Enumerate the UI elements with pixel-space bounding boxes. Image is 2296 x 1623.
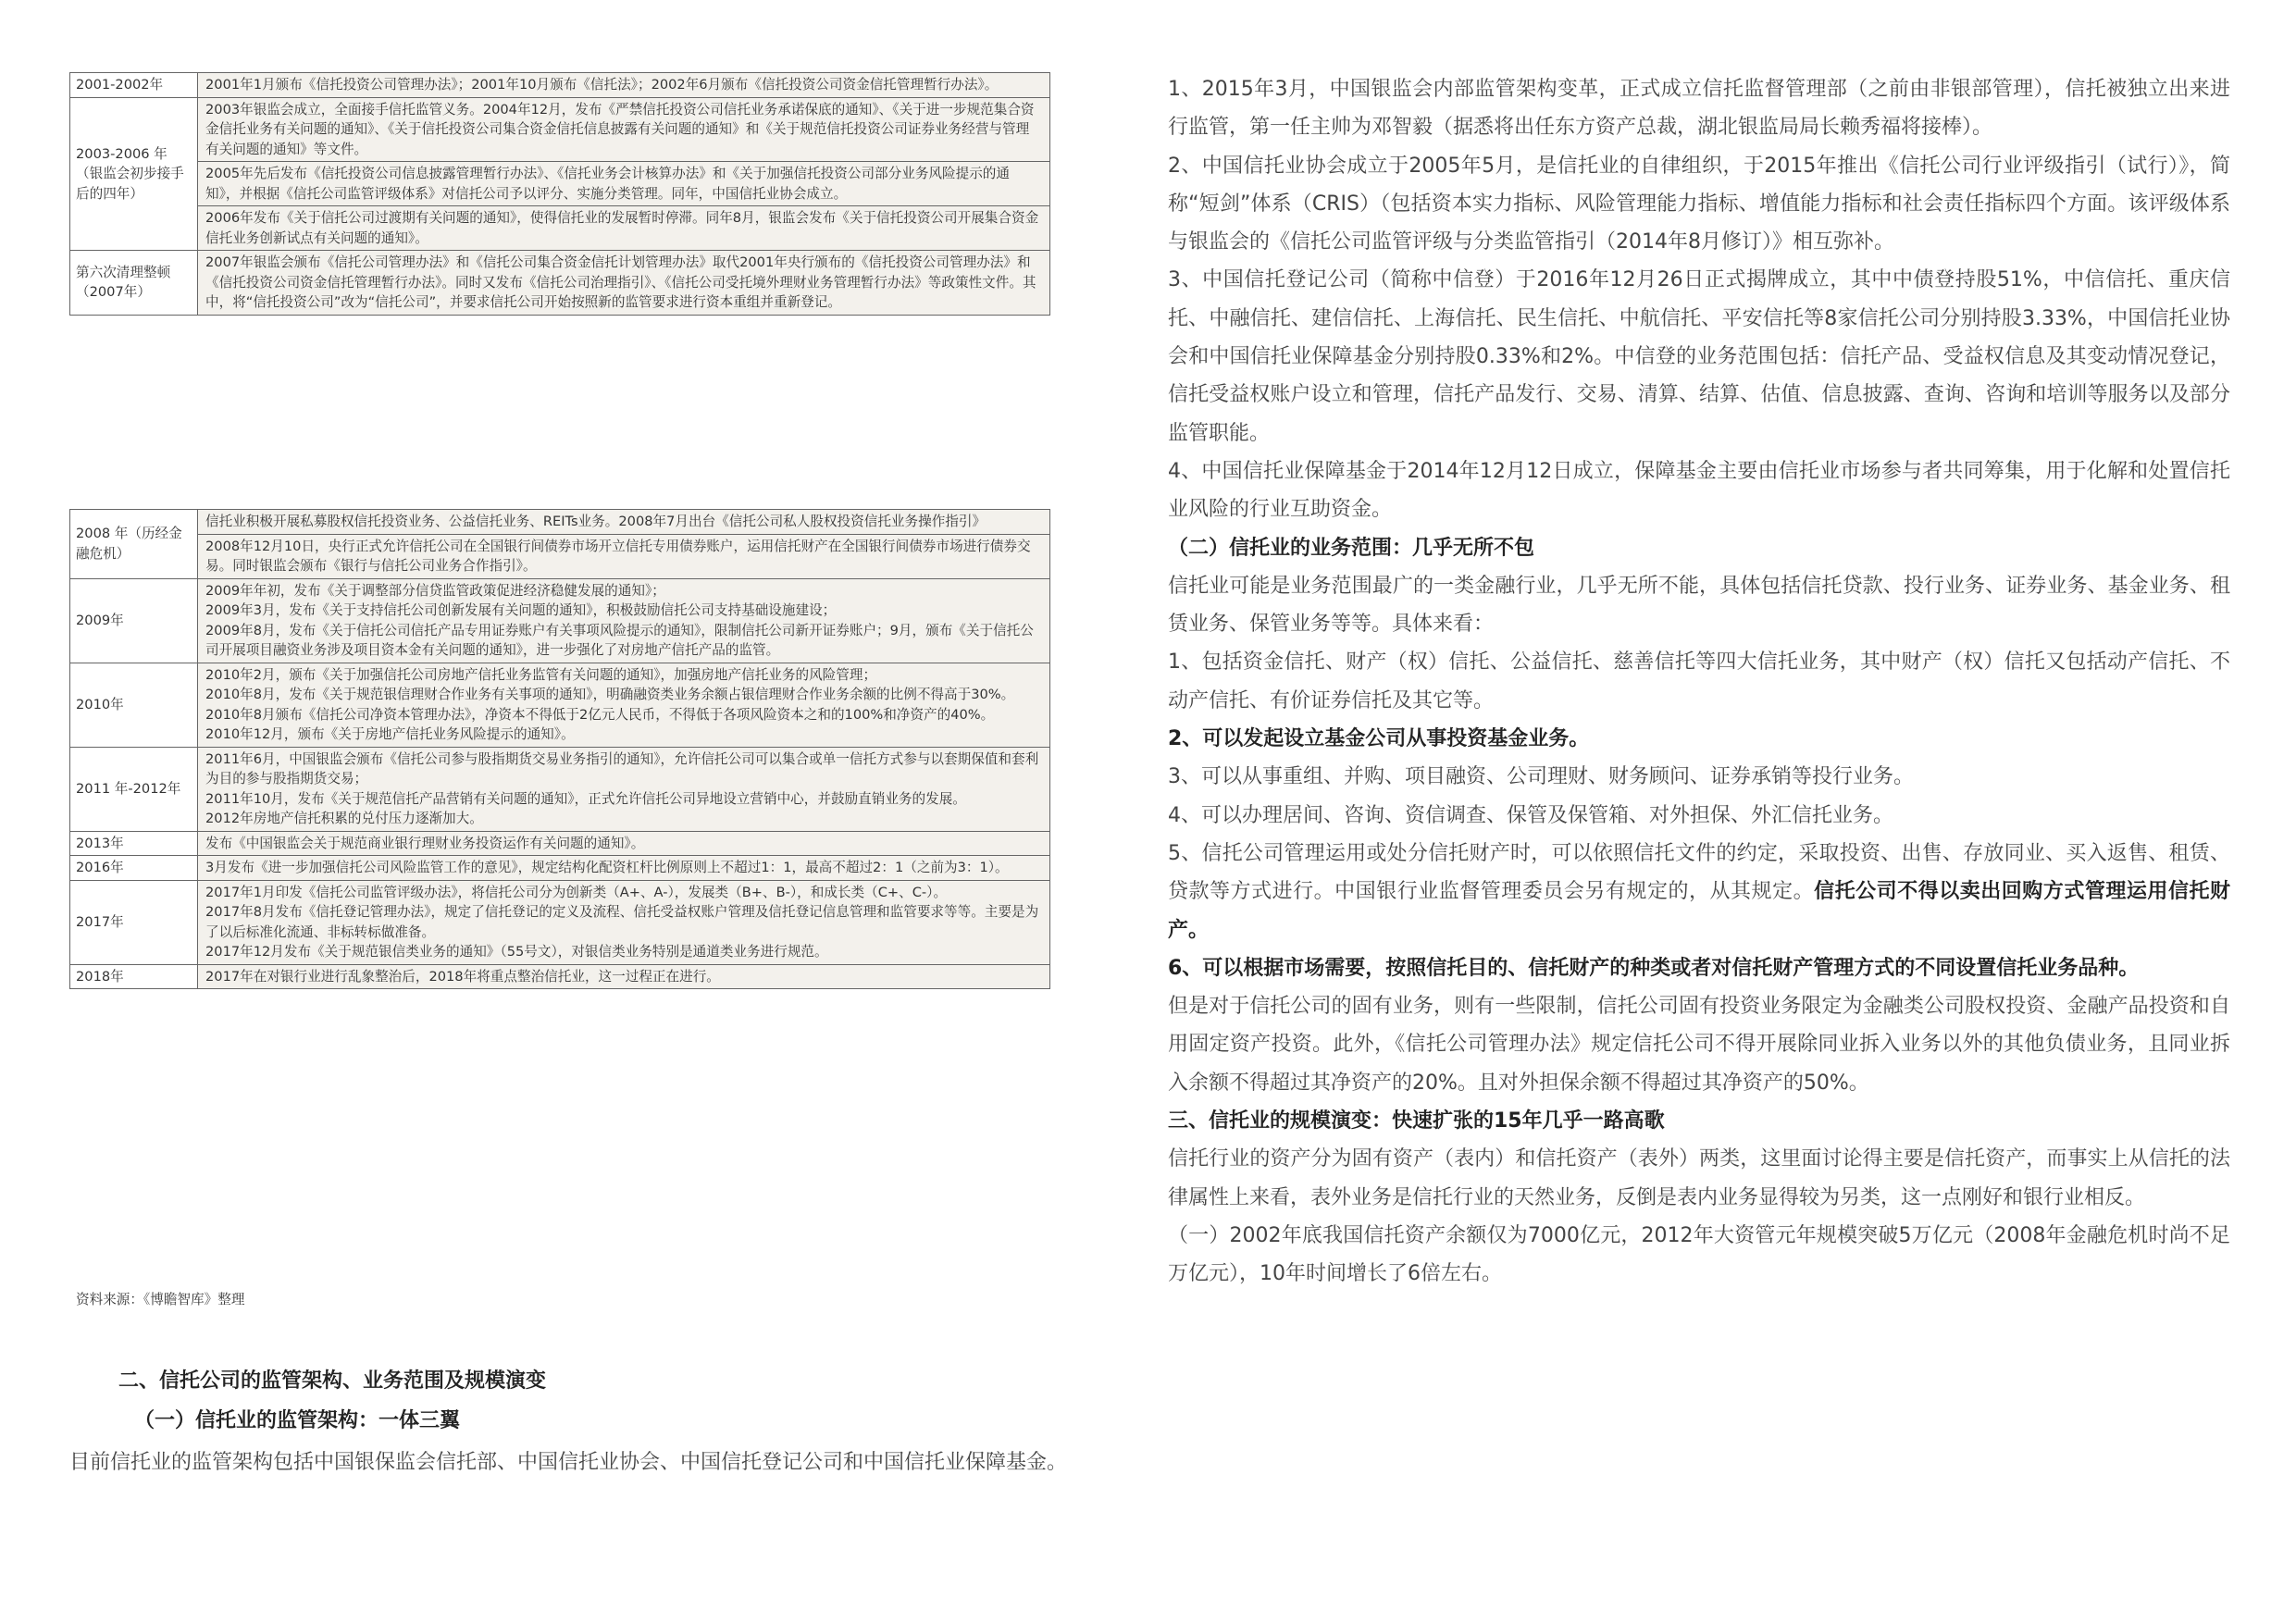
paragraph: 2、中国信托业协会成立于2005年5月，是信托业的自律组织，于2015年推出《信托公司行业评级指引（试行）》，简称“短剑”体系（CRIS）（包括资本实力指标、风险管理能力指标、增值能力指标和社会责任指标四个方面。该评级体系与银监会的《信托公司监管评级与分类监管指引（2014年8月修订）》相互弥补。 — [1168, 154, 2230, 254]
paragraph: 3、可以从事重组、并购、项目融资、公司理财、财务顾问、证券承销等投行业务。 — [1168, 765, 1914, 789]
table-row — [70, 251, 1050, 316]
table-row — [70, 206, 1050, 251]
period-cell: 2017年 — [70, 880, 198, 964]
table-row — [70, 510, 1050, 535]
paragraph: （一）2002年底我国信托资产余额仅为7000亿元，2012年大资管元年规模突破5万亿元（2008年金融危机时尚不足万亿元），10年时间增长了6倍左右。 — [1168, 1223, 2230, 1286]
table-row — [70, 162, 1050, 206]
event-cell: 2017年1月印发《信托公司监管评级办法》，将信托公司分为创新类（A+、A-），发展类（B+、B-），和成长类（C+、C-）。 2017年8月发布《信托登记管理办法》，规定了信托登记的定义及流程、信托受益权账户管理及信托登记信息管理和监管要求等等。主要是为了以后标准化流通、非标转标做准备。 2017年12月发布《关于规范银信类业务的通知》（55号文），对银信类业务特别是通道类业务进行规范。 — [198, 880, 1050, 964]
intro-paragraph: 目前信托业的监管架构包括中国银保监会信托部、中国信托业协会、中国信托登记公司和中国信托业保障基金。 — [69, 1451, 1068, 1474]
table-row — [70, 856, 1050, 881]
paragraph: 3、中国信托登记公司（简称中信登）于2016年12月26日正式揭牌成立，其中中债登持股51%，中信信托、重庆信托、中融信托、建信信托、上海信托、民生信托、中航信托、平安信托等8家信托公司分别持股3.33%，中国信托业协会和中国信托业保障基金分别持股0.33%和2%。中信登的业务范围包括：信托产品、受益权信息及其变动情况登记，信托受益权账户设立和管理，信托产品发行、交易、清算、结算、估值、信息披露、查询、咨询和培训等服务以及部分监管职能。 — [1168, 268, 2230, 445]
section-heading: 三、信托业的规模演变：快速扩张的15年几乎一路高歌 — [1168, 1109, 1665, 1134]
period-cell: 第六次清理整顿（2007年） — [70, 251, 198, 316]
paragraph: 1、包括资金信托、财产（权）信托、公益信托、慈善信托等四大信托业务，其中财产（权）信托又包括动产信托、不动产信托、有价证券信托及其它等。 — [1168, 650, 2230, 712]
period-cell: 2018年 — [70, 964, 198, 989]
event-cell: 2011年6月，中国银监会颁布《信托公司参与股指期货交易业务指引的通知》，允许信托公司可以集合或单一信托方式参与以套期保值和套利为目的参与股指期货交易； 2011年10月，发布《关于规范信托产品营销有关问题的通知》，正式允许信托公司异地设立营销中心，并鼓励直销业务的发展。 2012年房地产信托积累的兑付压力逐渐加大。 — [198, 747, 1050, 831]
paragraph: 信托业可能是业务范围最广的一类金融行业，几乎无所不能，具体包括信托贷款、投行业务、证券业务、基金业务、租赁业务、保管业务等等。具体来看： — [1168, 574, 2230, 637]
paragraph: 1、2015年3月，中国银监会内部监管架构变革，正式成立信托监督管理部（之前由非银部管理），信托被独立出来进行监管，第一任主帅为邓智毅（据悉将出任东方资产总裁，湖北银监局局长赖秀福将接棒）。 — [1168, 78, 2230, 140]
source-note: 资料来源：《博瞻智库》整理 — [76, 1292, 245, 1307]
event-cell: 3月发布《进一步加强信托公司风险监管工作的意见》，规定结构化配资杠杆比例原则上不超过1：1，最高不超过2：1（之前为3：1）。 — [198, 856, 1050, 881]
regulation-history-table-2 — [69, 509, 1050, 989]
paragraph: 但是对于信托公司的固有业务，则有一些限制，信托公司固有投资业务限定为金融类公司股权投资、金融产品投资和自用固定资产投资。此外，《信托公司管理办法》规定信托公司不得开展除同业拆入业务以外的其他负债业务，且同业拆入余额不得超过其净资产的20%。且对外担保余额不得超过其净资产的50%。 — [1168, 995, 2230, 1095]
paragraph: 信托行业的资产分为固有资产（表内）和信托资产（表外）两类，这里面讨论得主要是信托资产，而事实上从信托的法律属性上来看，表外业务是信托行业的天然业务，反倒是表内业务显得较为另类，这一点刚好和银行业相反。 — [1168, 1147, 2230, 1209]
section-heading: 二、信托公司的监管架构、业务范围及规模演变 — [118, 1369, 547, 1393]
paragraph: 6、可以根据市场需要，按照信托目的、信托财产的种类或者对信托财产管理方式的不同设置信托业务品种。 — [1168, 956, 2140, 980]
period-cell: 2011 年-2012年 — [70, 747, 198, 831]
event-cell: 2017年在对银行业进行乱象整治后，2018年将重点整治信托业，这一过程正在进行。 — [198, 964, 1050, 989]
period-cell: 2003-2006 年（银监会初步接手后的四年） — [70, 97, 198, 251]
event-cell: 2003年银监会成立，全面接手信托监管义务。2004年12月，发布《严禁信托投资公司信托业务承诺保底的通知》、《关于进一步规范集合资金信托业务有关问题的通知》、《关于信托投资公司集合资金信托信息披露有关问题的通知》和《关于规范信托投资公司证券业务经营与管理有关问题的通知》等文件。 — [198, 97, 1050, 162]
table-row — [70, 578, 1050, 663]
event-cell: 信托业积极开展私募股权信托投资业务、公益信托业务、REITs业务。2008年7月出台《信托公司私人股权投资信托业务操作指引》 — [198, 510, 1050, 535]
table-row — [70, 747, 1050, 831]
subsection-heading: （二）信托业的业务范围：几乎无所不包 — [1168, 536, 1535, 560]
period-cell: 2001-2002年 — [70, 73, 198, 98]
right-column — [1168, 70, 2230, 1294]
table-row — [70, 964, 1050, 989]
table-row — [70, 97, 1050, 162]
event-cell: 2008年12月10日，央行正式允许信托公司在全国银行间债券市场开立信托专用债券账户，运用信托财产在全国银行间债券市场进行债券交易。同时银监会颁布《银行与信托公司业务合作指引》。 — [198, 534, 1050, 578]
period-cell: 2013年 — [70, 831, 198, 856]
paragraph: 4、可以办理居间、咨询、资信调查、保管及保管箱、对外担保、外汇信托业务。 — [1168, 803, 1893, 827]
bold-span: 信托公司不得以卖出回购方式管理运用信托财产。 — [1168, 880, 2230, 942]
period-cell: 2016年 — [70, 856, 198, 881]
table-row — [70, 73, 1050, 98]
event-cell: 2007年银监会颁布《信托公司管理办法》和《信托公司集合资金信托计划管理办法》取代2001年央行颁布的《信托投资公司管理办法》和《信托投资公司资金信托管理暂行办法》。同时又发布《信托公司治理指引》、《信托公司受托境外理财业务管理暂行办法》等政策性文件。其中，将“信托投资公司”改为“信托公司”，并要求信托公司开始按照新的监管要求进行资本重组并重新登记。 — [198, 251, 1050, 316]
event-cell: 2001年1月颁布《信托投资公司管理办法》；2001年10月颁布《信托法》；2002年6月颁布《信托投资公司资金信托管理暂行办法》。 — [198, 73, 1050, 98]
paragraph — [1168, 835, 2230, 949]
regulation-history-table-1 — [69, 72, 1050, 316]
table-row — [70, 880, 1050, 964]
period-cell: 2010年 — [70, 663, 198, 747]
subsection-heading: （一）信托业的监管架构：一体三翼 — [134, 1409, 461, 1432]
table-row — [70, 534, 1050, 578]
event-cell: 2005年先后发布《信托投资公司信息披露管理暂行办法》、《信托业务会计核算办法》和《关于加强信托投资公司部分业务风险提示的通知》，并根据《信托公司监管评级体系》对信托公司予以评分、实施分类管理。同年，中国信托业协会成立。 — [198, 162, 1050, 206]
paragraph: 2、可以发起设立基金公司从事投资基金业务。 — [1168, 727, 1590, 751]
table-row — [70, 663, 1050, 747]
period-cell: 2009年 — [70, 578, 198, 663]
event-cell: 2010年2月，颁布《关于加强信托公司房地产信托业务监管有关问题的通知》，加强房地产信托业务的风险管理； 2010年8月，发布《关于规范银信理财合作业务有关事项的通知》，明确融资类业务余额占银信理财合作业务余额的比例不得高于30%。 2010年8月颁布《信托公司净资本管理办法》，净资本不得低于2亿元人民币，不得低于各项风险资本之和的100%和净资产的40%。 2010年12月，颁布《关于房地产信托业务风险提示的通知》。 — [198, 663, 1050, 747]
event-cell: 2006年发布《关于信托公司过渡期有关问题的通知》，使得信托业的发展暂时停滞。同年8月，银监会发布《关于信托投资公司开展集合资金信托业务创新试点有关问题的通知》。 — [198, 206, 1050, 251]
paragraph: 4、中国信托业保障基金于2014年12月12日成立，保障基金主要由信托业市场参与者共同筹集，用于化解和处置信托业风险的行业互助资金。 — [1168, 459, 2230, 522]
event-cell: 2009年年初，发布《关于调整部分信贷监管政策促进经济稳健发展的通知》； 2009年3月，发布《关于支持信托公司创新发展有关问题的通知》，积极鼓励信托公司支持基础设施建设； 2009年8月，发布《关于信托公司信托产品专用证券账户有关事项风险提示的通知》，限制信托公司新开证券账户；9月，颁布《关于信托公司开展项目融资业务涉及项目资本金有关问题的通知》，进一步强化了对房地产信托产品的监管。 — [198, 578, 1050, 663]
text-span: 5、信托公司管理运用或处分信托财产时，可以依照信托文件的约定，采取投资、出售、存放同业、买入返售、租赁、贷款等方式进行。中国银行业监督管理委员会另有规定的，从其规定。 — [1168, 841, 2230, 904]
table-row — [70, 831, 1050, 856]
period-cell: 2008 年（历经金融危机） — [70, 510, 198, 579]
event-cell: 发布《中国银监会关于规范商业银行理财业务投资运作有关问题的通知》。 — [198, 831, 1050, 856]
